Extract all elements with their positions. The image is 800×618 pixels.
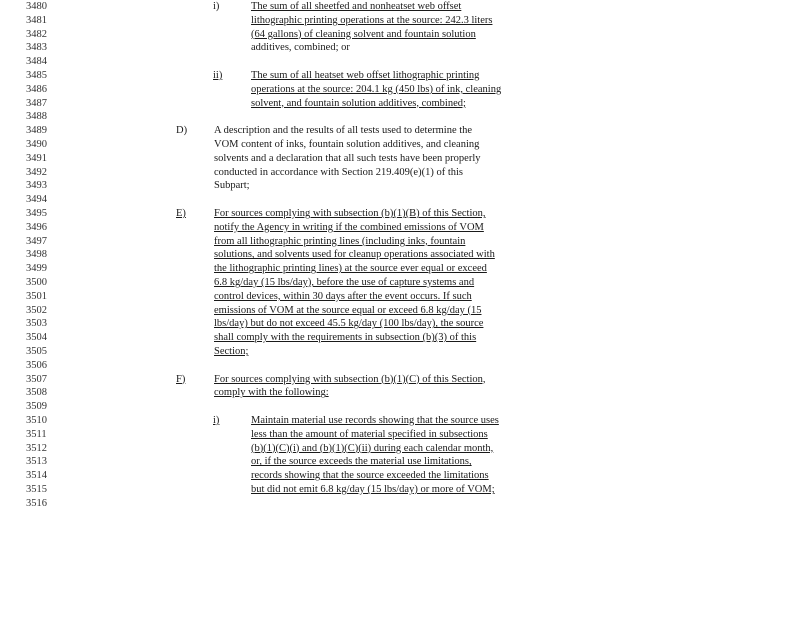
item-text-line: comply with the following:: [214, 387, 329, 399]
item-text-line: lithographic printing operations at the source: 242.3 liters: [251, 14, 493, 26]
line-number: 3504: [26, 332, 47, 344]
item-label: E): [176, 208, 186, 219]
item-text-line: Maintain material use records showing that the source uses: [251, 415, 499, 426]
item-text-line: VOM content of inks, fountain solution additives, and cleaning: [214, 139, 480, 150]
line-number: 3513: [26, 456, 47, 468]
line-number: 3496: [26, 221, 47, 233]
line-number: 3497: [26, 235, 47, 247]
item-text-line: lbs/day) but do not exceed 45.5 kg/day (100 lbs/day), the source: [214, 318, 484, 330]
item-text-line: less than the amount of material specified in subsections: [251, 428, 488, 440]
item-text-line: emissions of VOM at the source equal or exceed 6.8 kg/day (15: [214, 304, 482, 316]
line-number: 3481: [26, 14, 47, 26]
line-number: 3485: [26, 70, 47, 81]
line-number: 3482: [26, 28, 47, 40]
item-text-line: A description and the results of all tests used to determine the: [214, 125, 473, 137]
line-number: 3512: [26, 442, 47, 454]
item-text-line: 6.8 kg/day (15 lbs/day), before the use of capture systems and: [214, 277, 475, 288]
item-text-line: Section;: [214, 346, 249, 357]
item-text-line: Subpart;: [214, 180, 250, 192]
line-number: 3487: [26, 97, 47, 109]
line-number: 3511: [26, 428, 47, 440]
line-number: 3495: [26, 208, 47, 219]
item-text-line: operations at the source: 204.1 kg (450 lbs) of ink, cleaning: [251, 83, 502, 95]
item-text-line: For sources complying with subsection (b)(1)(B) of this Section,: [214, 208, 486, 219]
line-number: 3498: [26, 249, 47, 261]
line-number: 3490: [26, 139, 47, 150]
item-label: F): [176, 373, 186, 385]
item-text-line: solvents and a declaration that all such tests have been properly: [214, 152, 481, 164]
item-text-line: notify the Agency in writing if the combined emissions of VOM: [214, 221, 484, 233]
item-text-line: or, if the source exceeds the material use limitations,: [251, 456, 472, 468]
line-number: 3516: [26, 497, 47, 509]
line-number: 3509: [26, 401, 47, 413]
item-text-line: (b)(1)(C)(i) and (b)(1)(C)(ii) during each calendar month,: [251, 442, 494, 454]
line-number: 3486: [26, 83, 47, 95]
line-number: 3488: [26, 111, 47, 123]
line-number: 3500: [26, 277, 47, 288]
item-text-line: For sources complying with subsection (b)(1)(C) of this Section,: [214, 373, 486, 385]
line-number: 3510: [26, 415, 47, 426]
line-number: 3514: [26, 470, 47, 482]
line-number: 3515: [26, 484, 47, 495]
item-text-line: (64 gallons) of cleaning solvent and fountain solution: [251, 28, 476, 40]
line-number: 3505: [26, 346, 47, 357]
item-text-line: solvent, and fountain solution additives, combined;: [251, 97, 466, 109]
line-number: 3494: [26, 194, 47, 206]
item-label: ii): [213, 70, 223, 81]
item-text-line: records showing that the source exceeded the limitations: [251, 470, 489, 482]
item-label: i): [213, 415, 220, 426]
item-text-line: The sum of all heatset web offset lithographic printing: [251, 70, 480, 81]
item-text-line: the lithographic printing lines) at the source ever equal or exceed: [214, 263, 487, 275]
item-text-line: additives, combined; or: [251, 42, 350, 54]
line-number: 3492: [26, 166, 47, 178]
line-number: 3502: [26, 304, 47, 316]
line-number: 3489: [26, 125, 47, 137]
line-number: 3484: [26, 56, 47, 68]
line-number: 3501: [26, 290, 47, 302]
item-text-line: from all lithographic printing lines (including inks, fountain: [214, 235, 466, 247]
item-text-line: but did not emit 6.8 kg/day (15 lbs/day) or more of VOM;: [251, 484, 495, 495]
line-number: 3480: [26, 1, 47, 12]
line-number: 3493: [26, 180, 47, 192]
item-label: i): [213, 1, 220, 12]
item-text-line: control devices, within 30 days after the event occurs. If such: [214, 290, 472, 302]
line-number: 3491: [26, 152, 47, 164]
item-text-line: shall comply with the requirements in subsection (b)(3) of this: [214, 332, 477, 344]
item-text-line: The sum of all sheetfed and nonheatset web offset: [251, 1, 462, 12]
item-text-line: solutions, and solvents used for cleanup operations associated with: [214, 249, 495, 261]
item-text-line: conducted in accordance with Section 219.409(e)(1) of this: [214, 166, 464, 178]
line-number: 3506: [26, 359, 47, 371]
line-number: 3503: [26, 318, 47, 330]
line-number: 3483: [26, 42, 47, 54]
line-number: 3499: [26, 263, 47, 275]
line-number: 3508: [26, 387, 47, 399]
line-number: 3507: [26, 373, 47, 385]
item-label: D): [176, 125, 188, 137]
